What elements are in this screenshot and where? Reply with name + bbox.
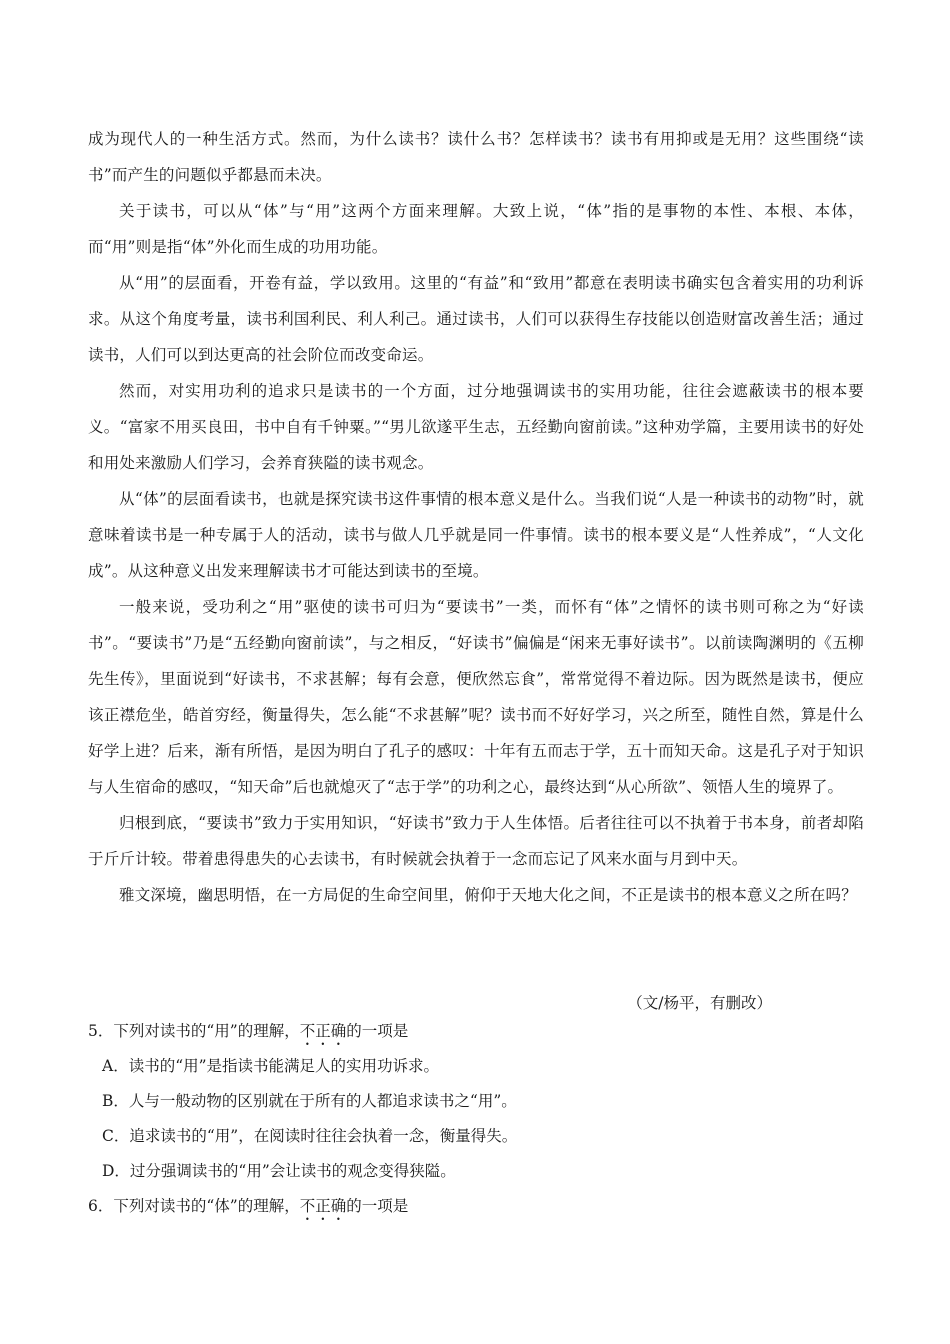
article-paragraph: 成为现代人的一种生活方式。然而，为什么读书？读什么书？怎样读书？读书有用抑或是无用？这些围绕“读书”而产生的问题似乎都悬而未决。 — [88, 130, 864, 184]
question-6-text: 6．下列对读书的“体”的理解， — [88, 1197, 300, 1215]
question-6-stem — [88, 1189, 864, 1224]
article-paragraph: 从“体”的层面看读书，也就是探究读书这件事情的根本意义是什么。当我们说“人是一种读书的动物”时，就意味着读书是一种专属于人的活动，读书与做人几乎就是同一件事情。读书的根本要义是“人性养成”，“人文化成”。从这种意义出发来理解读书才可能达到读书的至境。 — [88, 490, 864, 580]
question-5-option-c: C．追求读书的“用”，在阅读时往往会执着一念，衡量得失。 — [102, 1127, 518, 1145]
question-5-option-d: D．过分强调读书的“用”会让读书的观念变得狭隘。 — [102, 1162, 456, 1180]
article-paragraph: 从“用”的层面看，开卷有益，学以致用。这里的“有益”和“致用”都意在表明读书确实包含着实用的功利诉求。从这个角度考量，读书利国利民、利人利己。通过读书，人们可以获得生存技能以创造财富改善生活；通过读书，人们可以到达更高的社会阶位而改变命运。 — [88, 274, 864, 364]
article-source: （文/杨平，有删改） — [627, 994, 772, 1012]
question-5-tail: 的一项是 — [346, 1022, 409, 1040]
article-paragraph: 雅文深境，幽思明悟，在一方局促的生命空间里，俯仰于天地大化之间，不正是读书的根本意义之所在吗？ — [119, 886, 857, 904]
article-body — [88, 121, 864, 1012]
question-section — [88, 1014, 864, 1224]
article-paragraph: 关于读书，可以从“体”与“用”这两个方面来理解。大致上说，“体”指的是事物的本性、本根、本体，而“用”则是指“体”外化而生成的功用功能。 — [88, 202, 864, 256]
question-6-tail: 的一项是 — [346, 1197, 409, 1215]
question-5-emphasis: 不正确 — [299, 1022, 347, 1040]
article-paragraph: 然而，对实用功利的追求只是读书的一个方面，过分地强调读书的实用功能，往往会遮蔽读书的根本要义。“富家不用买良田，书中自有千钟粟。”“男儿欲遂平生志，五经勤向窗前读。”这种劝学篇，主要用读书的好处和用处来激励人们学习，会养育狭隘的读书观念。 — [88, 382, 864, 472]
question-5-stem — [88, 1014, 864, 1049]
question-5-option-b: B．人与一般动物的区别就在于所有的人都追求读书之“用”。 — [102, 1092, 517, 1110]
question-5-text: 5．下列对读书的“用”的理解， — [88, 1022, 300, 1040]
article-paragraph: 一般来说，受功利之“用”驱使的读书可归为“要读书”一类，而怀有“体”之情怀的读书则可称之为“好读书”。“要读书”乃是“五经勤向窗前读”，与之相反，“好读书”偏偏是“闲来无事好读书”。以前读陶渊明的《五柳先生传》，里面说到“好读书，不求甚解；每有会意，便欣然忘食”，常常觉得不着边际。因为既然是读书，便应该正襟危坐，皓首穷经，衡量得失，怎么能“不求甚解”呢？读书而不好好学习，兴之所至，随性自然，算是什么好学上进？后来，渐有所悟，是因为明白了孔子的感叹：十年有五而志于学，五十而知天命。这是孔子对于知识与人生宿命的感叹，“知天命”后也就熄灭了“志于学”的功利之心，最终达到“从心所欲”、领悟人生的境界了。 — [88, 598, 864, 796]
question-5-option-a: A．读书的“用”是指读书能满足人的实用功诉求。 — [102, 1057, 440, 1075]
article-paragraph: 归根到底，“要读书”致力于实用知识，“好读书”致力于人生体悟。后者往往可以不执着于书本身，前者却陷于斤斤计较。带着患得患失的心去读书，有时候就会执着于一念而忘记了风来水面与月到中天。 — [88, 814, 864, 868]
question-6-emphasis: 不正确 — [299, 1197, 347, 1215]
